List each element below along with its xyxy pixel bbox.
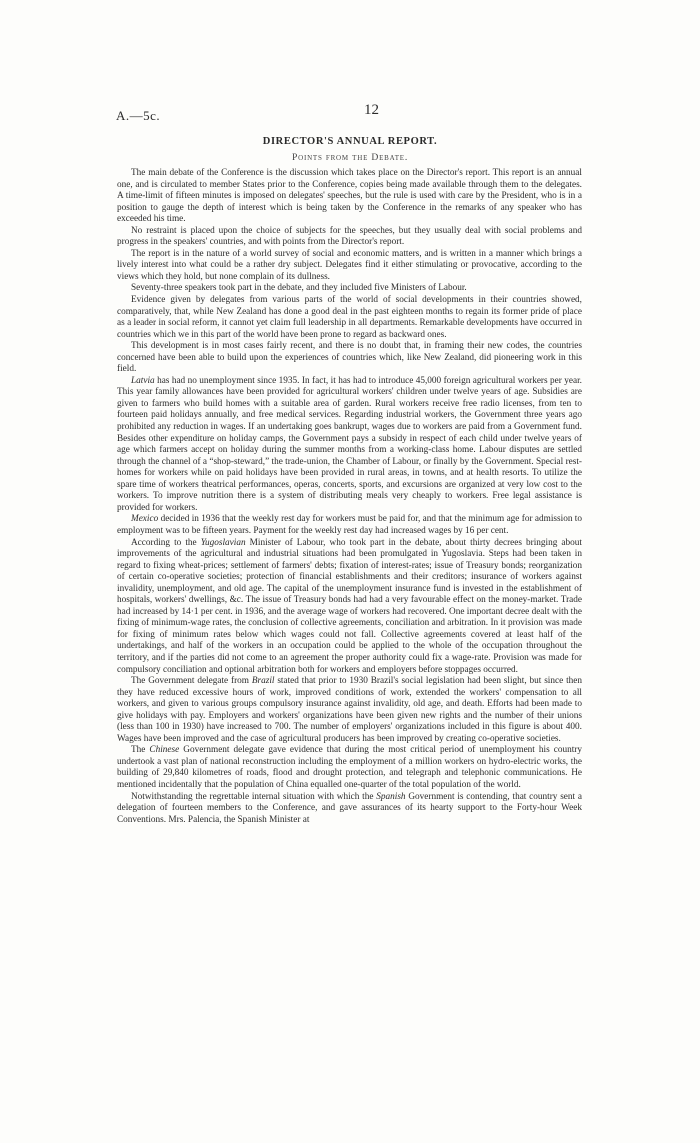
paragraph: Evidence given by delegates from various parts of the world of social developments in their countries showed, comparatively, that, while New Zealand has done a good deal in the past eighteen months to regain its former pride of place as a leader in social reform, it cannot yet claim full leadership in all departments. Remarkable developments have occurred in countries which we in this part of the world have been prone to regard as backward ones. <box>117 295 582 340</box>
paragraph: No restraint is placed upon the choice of subjects for the speeches, but they usually deal with social problems and progress in the speakers' countries, and with points from the Director's report. <box>117 225 582 248</box>
paragraph: The main debate of the Conference is the discussion which takes place on the Director's report. This report is an annual one, and is circulated to member States prior to the Conference, copies being made available through them to the delegates. A time-limit of fifteen minutes is imposed on delegates' speeches, but the rule is used with care by the President, who is in a position to gauge the depth of interest which is being taken by the Conference in the remarks of any speaker who has exceeded his time. <box>117 168 582 225</box>
section-subtitle: Points from the Debate. <box>291 152 409 163</box>
paragraph-latvia: Latvia has had no unemployment since 1935. In fact, it has had to introduce 45,000 foreign agricultural workers per year. This year family allowances have been provided for agricultural workers' children under twelve years of age. Subsidies are given to farmers who build homes with a suitable area of garden. Rural workers receive free radio licenses, from ten to fourteen paid holidays annually, and free medical services. Regarding industrial workers, the Government three years ago prohibited any reduction in wages. If an undertaking goes bankrupt, wages due to workers are paid from a Government fund. Besides other expenditure on holiday camps, the Government pays a subsidy in respect of each child under twelve years of age which farmers accept on holiday during the summer months from a working-class home. Labour disputes are settled through the channel of a “shop-steward,” the trade-union, the Chamber of Labour, or finally by the Government. Special rest-homes for workers while on paid holidays have been provided in rural areas, in towns, and at health resorts. To utilize the spare time of workers theatrical performances, operas, concerts, sports, and excursions are organized at very low cost to the workers. To improve nutrition there is a system of distributing meals very cheaply to workers. Free legal assistance is provided for workers. <box>117 375 582 513</box>
paragraph-brazil: The Government delegate from Brazil stated that prior to 1930 Brazil's social legislation had been slight, but since then they have reduced excessive hours of work, improved conditions of work, extended the workers' compensation to all workers, and given to various groups compulsory insurance against invalidity, old age, and death. Efforts had been made to give holidays with pay. Employers and workers' organizations have been given new rights and the number of their unions (less than 100 in 1930) have increased to 700. The number of employers' organizations included in this figure is about 400. Wages have been improved and the case of agricultural producers has been improved by creating co-operative societies. <box>117 676 582 744</box>
paragraph-spain: Notwithstanding the regrettable internal situation with which the Spanish Government is contending, that country sent a delegation of fourteen members to the Conference, and gave assurances of its hearty support to the Forty-hour Week Conventions. Mrs. Palencia, the Spanish Minister at <box>117 791 582 825</box>
section-title: DIRECTOR'S ANNUAL REPORT. <box>262 136 438 147</box>
paragraph: Seventy-three speakers took part in the debate, and they included five Ministers of Labour. <box>131 283 467 294</box>
page-number: 12 <box>364 102 379 118</box>
document-reference: A.—5c. <box>116 108 161 123</box>
paragraph: The report is in the nature of a world survey of social and economic matters, and is written in a manner which brings a lively interest into what could be a rather dry subject. Delegates find it either stimulating or provocative, according to the views which they hold, but none complain of its dullness. <box>117 248 582 282</box>
paragraph: This development is in most cases fairly recent, and there is no doubt that, in framing their new codes, the countries concerned have been able to build upon the experiences of countries which, like New Zealand, did pioneering work in this field. <box>117 341 582 375</box>
paragraph-yugoslavia: According to the Yugoslavian Minister of Labour, who took part in the debate, about thirty decrees bringing about improvements of the agricultural and industrial situations had been promulgated in Yugoslavia. Steps had been taken in regard to fixing wheat-prices; settlement of farmers' debts; fixation of interest-rates; issue of Treasury bonds; reorganization of certain co-operative societies; protection of financial establishments and their creditors; insurance of workers against invalidity, unemployment, and old age. The capital of the unemployment insurance fund is invested in the establishment of hospitals, workers' dwellings, &c. The issue of Treasury bonds had had a very favourable effect on the money-market. Trade had increased by 14·1 per cent. in 1936, and the average wage of workers had recovered. One important decree dealt with the fixing of minimum-wage rates, the conclusion of collective agreements, conciliation and arbitration. In it provision was made for fixing of minimum rates below which wages could not fall. Collective agreements covered at least half of the undertakings, and half of the workers in an occupation could be applied to the whole of the occupation throughout the territory, and if the parties did not come to an agreement the proper authority could fix a wage-rate. Provision was made for compulsory conciliation and optional arbitration both for workers and employers before stoppages occurred. <box>117 537 582 675</box>
body-text <box>117 168 582 826</box>
paragraph-china: The Chinese Government delegate gave evidence that during the most critical period of unemployment his country undertook a vast plan of national reconstruction including the employment of a million workers on hydro-electric works, the building of 29,840 kilometres of roads, flood and drought protection, and telegraph and telephonic communications. He mentioned incidentally that the population of China equalled one-quarter of the total population of the world. <box>117 745 582 790</box>
paragraph-mexico: Mexico decided in 1936 that the weekly rest day for workers must be paid for, and that the minimum age for admission to employment was to be fifteen years. Payment for the weekly rest day had increased wages by 16 per cent. <box>117 514 582 536</box>
